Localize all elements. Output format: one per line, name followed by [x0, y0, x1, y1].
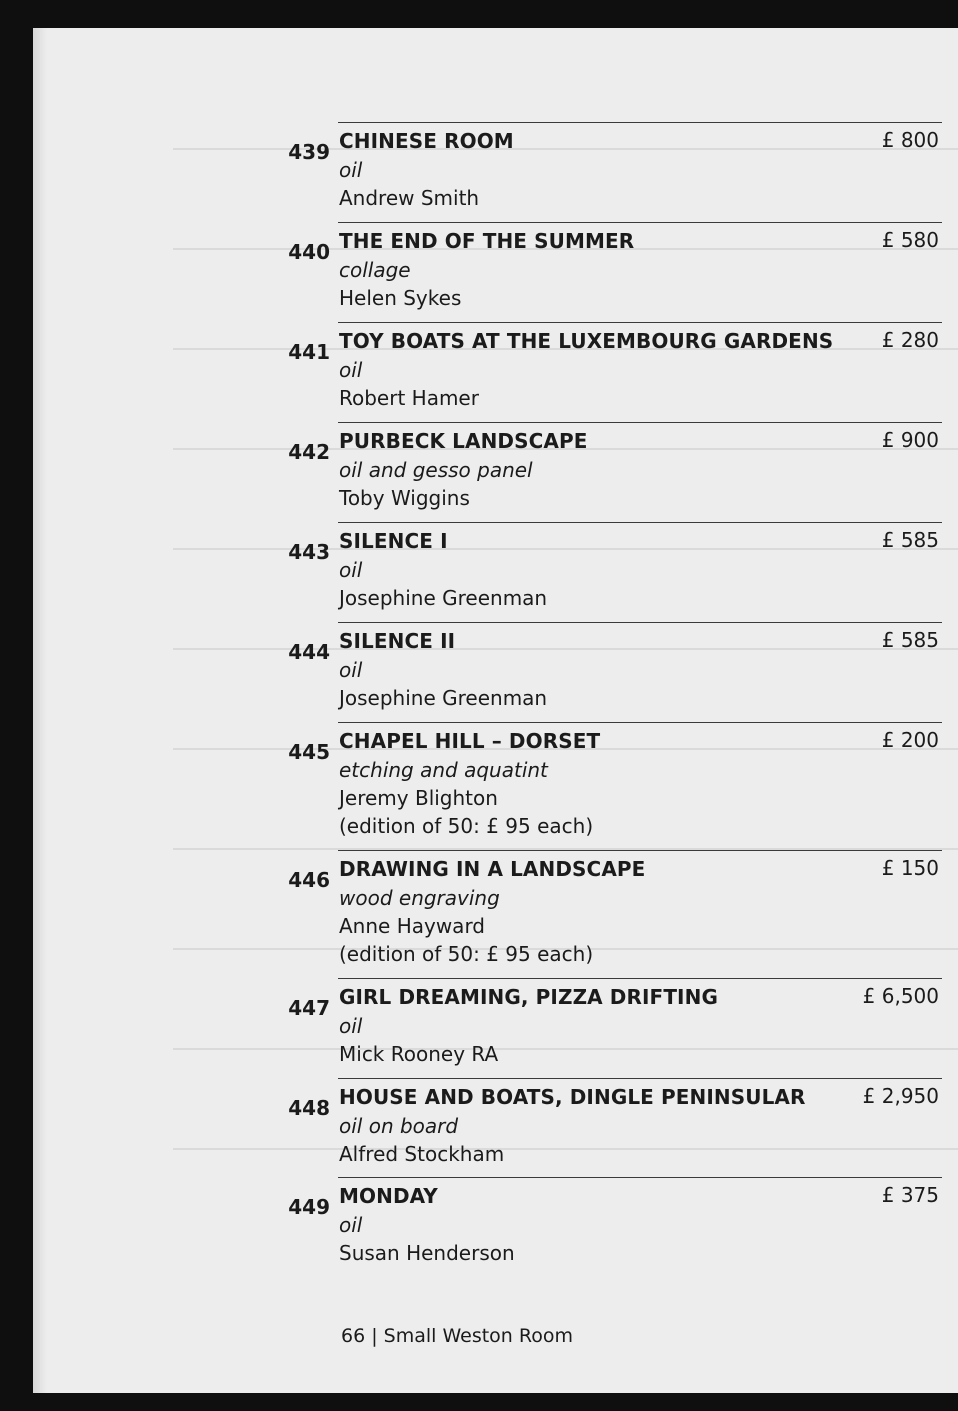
entry-title: TOY BOATS AT THE LUXEMBOURG GARDENS	[339, 329, 834, 353]
entry-price: £ 2,950	[862, 1084, 939, 1108]
entry-artist: Toby Wiggins	[339, 486, 470, 510]
entry-medium: wood engraving	[339, 886, 500, 910]
entry-artist: Robert Hamer	[339, 386, 479, 410]
entry-artist: Susan Henderson	[339, 1241, 515, 1265]
entry-price: £ 585	[881, 528, 939, 552]
entry-price: £ 900	[881, 428, 939, 452]
entry-title: HOUSE AND BOATS, DINGLE PENINSULAR	[339, 1085, 806, 1109]
entry-title: SILENCE I	[339, 529, 448, 553]
entry-divider	[338, 978, 942, 979]
entry-price: £ 200	[881, 728, 939, 752]
entry-number: 443	[288, 540, 330, 564]
entry-divider	[338, 522, 942, 523]
entry-edition: (edition of 50: £ 95 each)	[339, 942, 594, 966]
entry-title: DRAWING IN A LANDSCAPE	[339, 857, 646, 881]
entry-divider	[338, 222, 942, 223]
entry-price: £ 800	[881, 128, 939, 152]
catalogue-page	[33, 28, 958, 1393]
entry-price: £ 150	[881, 856, 939, 880]
entry-medium: etching and aquatint	[339, 758, 548, 782]
entry-number: 440	[288, 240, 330, 264]
entry-medium: oil	[339, 358, 363, 382]
entry-artist: Josephine Greenman	[339, 586, 548, 610]
entry-medium: oil	[339, 1213, 363, 1237]
entry-title: MONDAY	[339, 1184, 438, 1208]
entry-artist: Josephine Greenman	[339, 686, 548, 710]
entry-number: 439	[288, 140, 330, 164]
entry-title: CHAPEL HILL – DORSET	[339, 729, 601, 753]
entry-title: SILENCE II	[339, 629, 456, 653]
entry-medium: oil and gesso panel	[339, 458, 533, 482]
entry-title: CHINESE ROOM	[339, 129, 514, 153]
entry-divider	[338, 850, 942, 851]
entry-divider	[338, 722, 942, 723]
entry-artist: Alfred Stockham	[339, 1142, 505, 1166]
entry-artist: Anne Hayward	[339, 914, 486, 938]
entry-edition: (edition of 50: £ 95 each)	[339, 814, 594, 838]
entry-title: THE END OF THE SUMMER	[339, 229, 635, 253]
entry-number: 445	[288, 740, 330, 764]
entry-divider	[338, 1078, 942, 1079]
entry-medium: oil	[339, 158, 363, 182]
entry-price: £ 375	[881, 1183, 939, 1207]
entry-artist: Andrew Smith	[339, 186, 480, 210]
entry-medium: oil	[339, 1014, 363, 1038]
entry-price: £ 585	[881, 628, 939, 652]
entry-divider	[338, 122, 942, 123]
entry-title: GIRL DREAMING, PIZZA DRIFTING	[339, 985, 718, 1009]
entry-divider	[338, 622, 942, 623]
entry-medium: collage	[339, 258, 411, 282]
entry-artist: Helen Sykes	[339, 286, 462, 310]
entry-number: 444	[288, 640, 330, 664]
page-footer: 66 | Small Weston Room	[341, 1325, 573, 1347]
entry-medium: oil	[339, 658, 363, 682]
entry-number: 446	[288, 868, 330, 892]
entry-artist: Mick Rooney RA	[339, 1042, 499, 1066]
entry-price: £ 280	[881, 328, 939, 352]
entry-divider	[338, 422, 942, 423]
entry-number: 441	[288, 340, 330, 364]
entry-number: 447	[288, 996, 330, 1020]
entry-divider	[338, 1177, 942, 1178]
entry-price: £ 6,500	[862, 984, 939, 1008]
entry-number: 448	[288, 1096, 330, 1120]
entry-number: 442	[288, 440, 330, 464]
entry-title: PURBECK LANDSCAPE	[339, 429, 588, 453]
entry-number: 449	[288, 1195, 330, 1219]
entry-artist: Jeremy Blighton	[339, 786, 498, 810]
entry-price: £ 580	[881, 228, 939, 252]
entry-medium: oil on board	[339, 1114, 459, 1138]
entry-medium: oil	[339, 558, 363, 582]
entry-divider	[338, 322, 942, 323]
show-through-lines	[173, 118, 958, 1318]
